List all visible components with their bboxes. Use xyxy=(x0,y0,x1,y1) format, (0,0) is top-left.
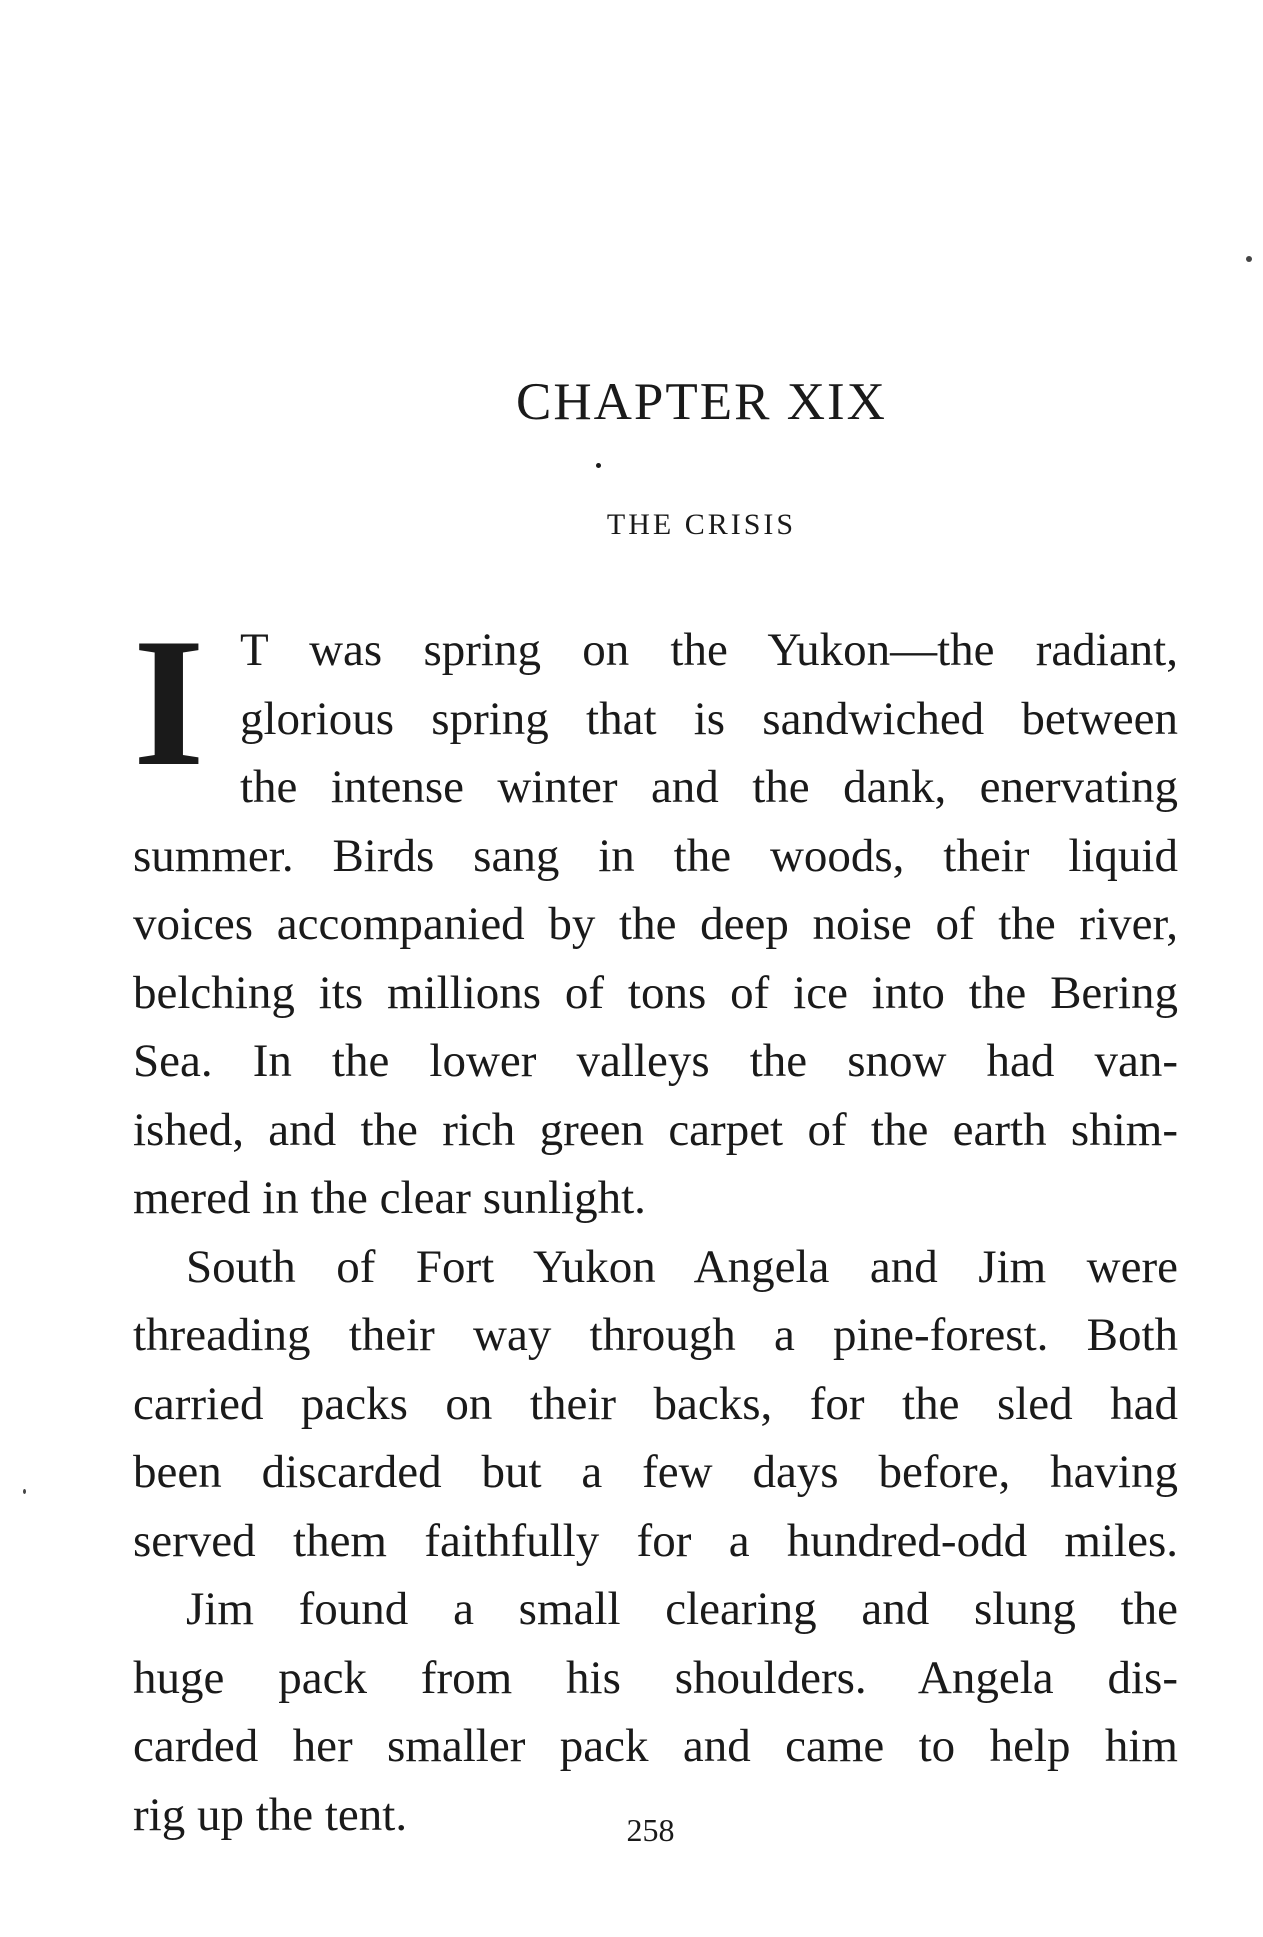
text-line: mered in the clear sunlight. xyxy=(133,1172,646,1224)
text-line: been discarded but a few days before, having xyxy=(133,1446,1178,1498)
text-line: summer. Birds sang in the woods, their liquid xyxy=(133,829,1178,882)
scan-speck xyxy=(1246,256,1252,262)
body-text xyxy=(133,600,1178,1849)
text-line: carried packs on their backs, for the sled had xyxy=(133,1377,1178,1430)
text-line: voices accompanied by the deep noise of the river, xyxy=(133,898,1178,950)
scan-speck xyxy=(23,1489,26,1494)
text-line: rig up the tent. xyxy=(133,1788,408,1841)
text-line: glorious spring that is sandwiched between xyxy=(240,692,1178,745)
text-line: belching its millions of tons of ice into the Bering xyxy=(133,966,1178,1019)
text-line: the intense winter and the dank, enervating xyxy=(240,761,1178,813)
text-line: Sea. In the lower valleys the snow had van- xyxy=(133,1035,1178,1087)
text-line: served them faithfully for a hundred-odd miles. xyxy=(133,1514,1178,1567)
text-line: carded her smaller pack and came to help him xyxy=(133,1720,1178,1772)
text-line: South of Fort Yukon Angela and Jim were xyxy=(186,1240,1178,1293)
ornament-dot xyxy=(596,463,601,468)
text-line: ished, and the rich green carpet of the earth shim- xyxy=(133,1103,1178,1156)
text-line: threading their way through a pine-forest. Both xyxy=(133,1309,1178,1361)
page-number: 258 xyxy=(626,1812,675,1848)
drop-cap: I xyxy=(133,600,205,804)
chapter-subtitle: THE CRISIS xyxy=(606,508,797,541)
text-line: huge pack from his shoulders. Angela dis- xyxy=(133,1651,1178,1704)
chapter-title: CHAPTER XIX xyxy=(516,373,887,431)
text-line: T was spring on the Yukon—the radiant, xyxy=(240,624,1178,676)
text-line: Jim found a small clearing and slung the xyxy=(186,1583,1178,1635)
